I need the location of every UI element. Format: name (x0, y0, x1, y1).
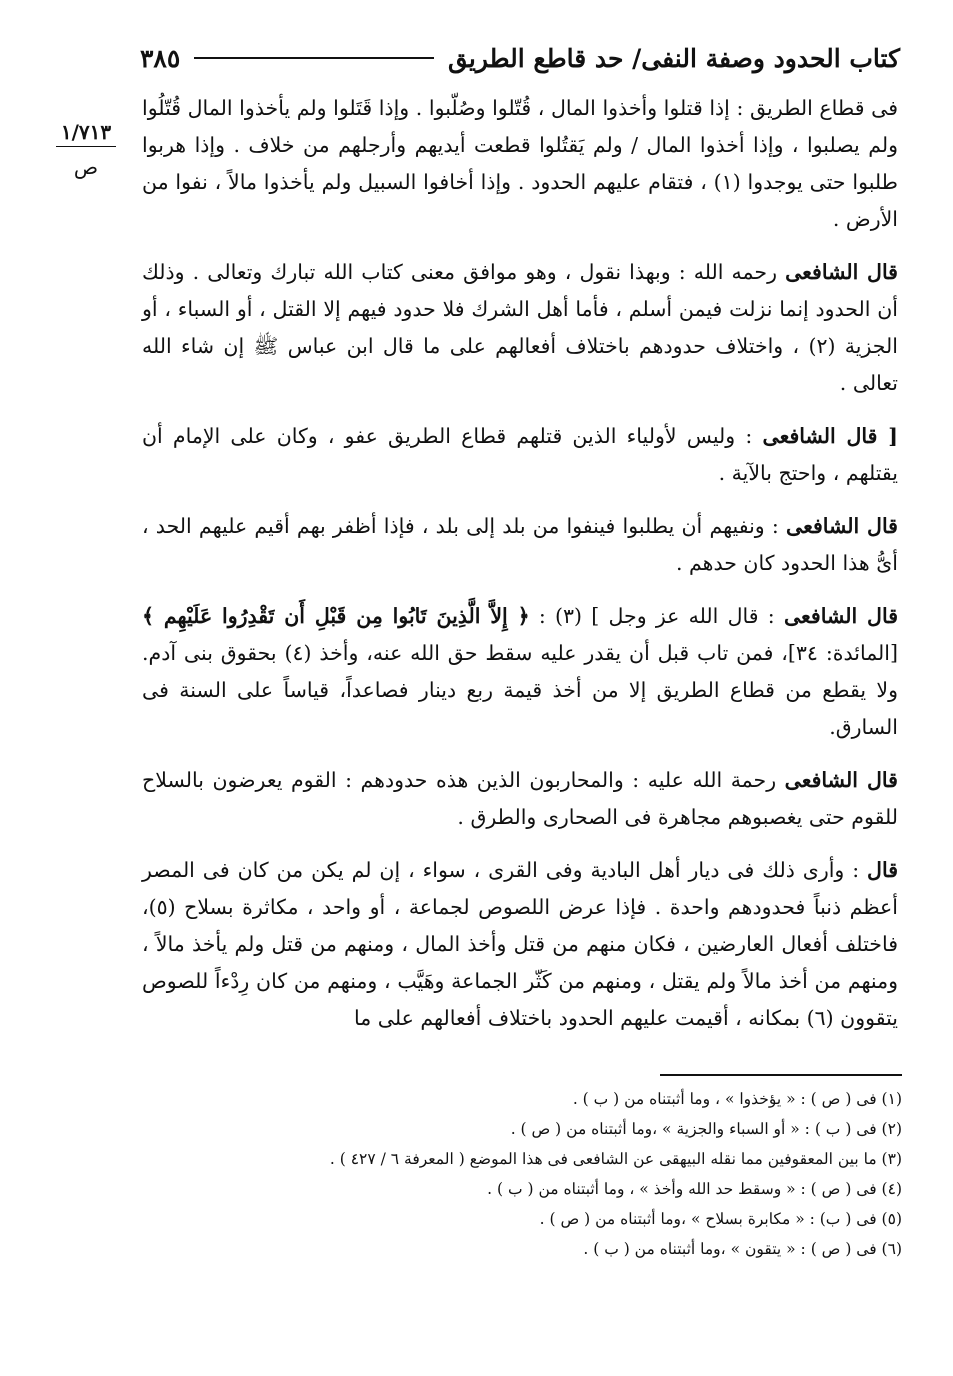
paragraph-text: : وأرى ذلك فى ديار أهل البادية وفى القرى ، سواء ، إن لم يكن من كان فى المصر أعظم ذنباً فحدودهم واحدة . فإذا عرض اللصوص لجماعة ، أو واحد ، مكاثرة بسلاح (٥)، فاختلف أفعال العارضين ، فكان منهم من قتل وأخذ المال ، ومنهم من قتل ولم يأخذ مالاً ، ومنهم من أخذ مالاً ولم يقتل ، ومنهم من كَثّر الجماعة وهَيَّب ، ومنهم من كان رِدْءاً للصوص يتقوون (٦) بمكانه ، أقيمت عليهم الحدود باختلاف أفعالهم على ما (142, 858, 898, 1030)
footnotes (300, 1084, 902, 1264)
paragraph-text: فى قطاع الطريق : إذا قتلوا وأخذوا المال ، قُتّلوا وصُلّبوا . وإذا قَتَلوا ولم يأخذوا المال قُتّلُوا ولم يصلبوا ، وإذا أخذوا المال / ولم يَقتُلوا قطعت أيديهم وأرجلهم من خلاف . وإذا هربوا طلبوا حتى يوجدوا (١) ، فتقام عليهم الحدود . وإذا أخافوا السبيل ولم يأخذوا مالاً ، نفوا من الأرض . (142, 96, 898, 231)
paragraph-text: : وليس لأولياء الذين قتلهم قطاع الطريق عفو ، وكان على الإمام أن يقتلهم ، واحتج بالآية . (142, 424, 898, 485)
speaker-label: قال الشافعى (784, 768, 898, 792)
footnote-5: (٥) فى ( ب) : « مكابرة بسلاح » ،وما أثبتناه من ( ص ) . (539, 1210, 902, 1228)
footnote-2: (٢) فى ( ب ) : « أو السباء والجزية » ،وما أثبتناه من ( ص ) . (510, 1120, 902, 1138)
speaker-label: قال الشافعى (785, 260, 898, 284)
speaker-label: قال الشافعى (785, 514, 898, 538)
paragraph-text: : قال الله عز وجل ] (٣) : (529, 604, 784, 628)
page-number: ٣٨٥ (140, 43, 181, 73)
footnote-separator (660, 1074, 902, 1076)
paragraph-text: رحمه الله : وبهذا نقول ، وهو موافق معنى كتاب الله تبارك وتعالى . وذلك أن الحدود إنما نزلت فيمن أسلم ، فأما أهل الشرك فلا حدود فيهم إلا القتل ، أو السباء ، أو الجزية (٢) ، واختلاف حدودهم باختلاف أفعالهم على ما قال ابن عباس ﷺ إن شاء الله تعالى . (142, 260, 898, 395)
header-rule (194, 57, 434, 59)
footnote-6: (٦) فى ( ص ) : « يتقون » ،وما أثبتناه من ( ب ) . (583, 1240, 902, 1258)
main-text (142, 90, 898, 1053)
paragraph-text: رحمة الله عليه : والمحاربون الذين هذه حدودهم : القوم يعرضون بالسلاح للقوم حتى يغصبوهم مجاهرة فى الصحارى والطرق . (142, 768, 898, 829)
paragraph-text-continued: [المائدة: ٣٤]، فمن تاب قبل أن يقدر عليه سقط حق الله عنه، وأخذ (٤) بحقوق بنى آدم. ولا يقطع من قطاع الطريق إلا من أخذ قيمة ربع دينار فصاعداً، قياساً على السنة فى السارق. (142, 641, 898, 739)
paragraph-text: : ونفيهم أن يطلبوا فينفوا من بلد إلى بلد ، فإذا أظفر بهم أقيم عليهم الحد ، أىُّ هذا الحدود كان حدهم . (142, 514, 898, 575)
running-header (140, 38, 900, 78)
paragraph-7 (142, 852, 898, 1037)
quran-verse: ﴿ إِلاَّ الَّذِينَ تَابُوا مِن قَبْلِ أَن تَقْدِرُوا عَلَيْهِم ﴾ (142, 604, 530, 628)
header-title: كتاب الحدود وصفة النفى/ حد قاطع الطريق (448, 43, 900, 73)
paragraph-6 (142, 762, 898, 836)
footnote-1: (١) فى ( ص ) : « يؤخذوا » ، وما أثبتناه من ( ب ) . (572, 1090, 902, 1108)
speaker-label: قال (867, 858, 898, 882)
paragraph-2 (142, 254, 898, 402)
margin-siglum: ص (73, 155, 99, 179)
speaker-label: [ قال الشافعى (762, 424, 898, 448)
paragraph-1 (142, 90, 898, 238)
speaker-label: قال الشافعى (783, 604, 898, 628)
footnote-4: (٤) فى ( ص ) : « وسقط حد الله وأخذ » ، وما أثبتناه من ( ب ) . (487, 1180, 902, 1198)
paragraph-3 (142, 418, 898, 492)
margin-folio: ١/٧١٣ (56, 122, 116, 147)
footnote-3: (٣) ما بين المعقوفين مما نقله البيهقى عن الشافعى فى هذا الموضع ( المعرفة ٦ / ٤٢٧ ) . (329, 1150, 902, 1168)
margin-manuscript-ref (56, 122, 116, 177)
paragraph-5 (142, 598, 898, 746)
paragraph-4 (142, 508, 898, 582)
